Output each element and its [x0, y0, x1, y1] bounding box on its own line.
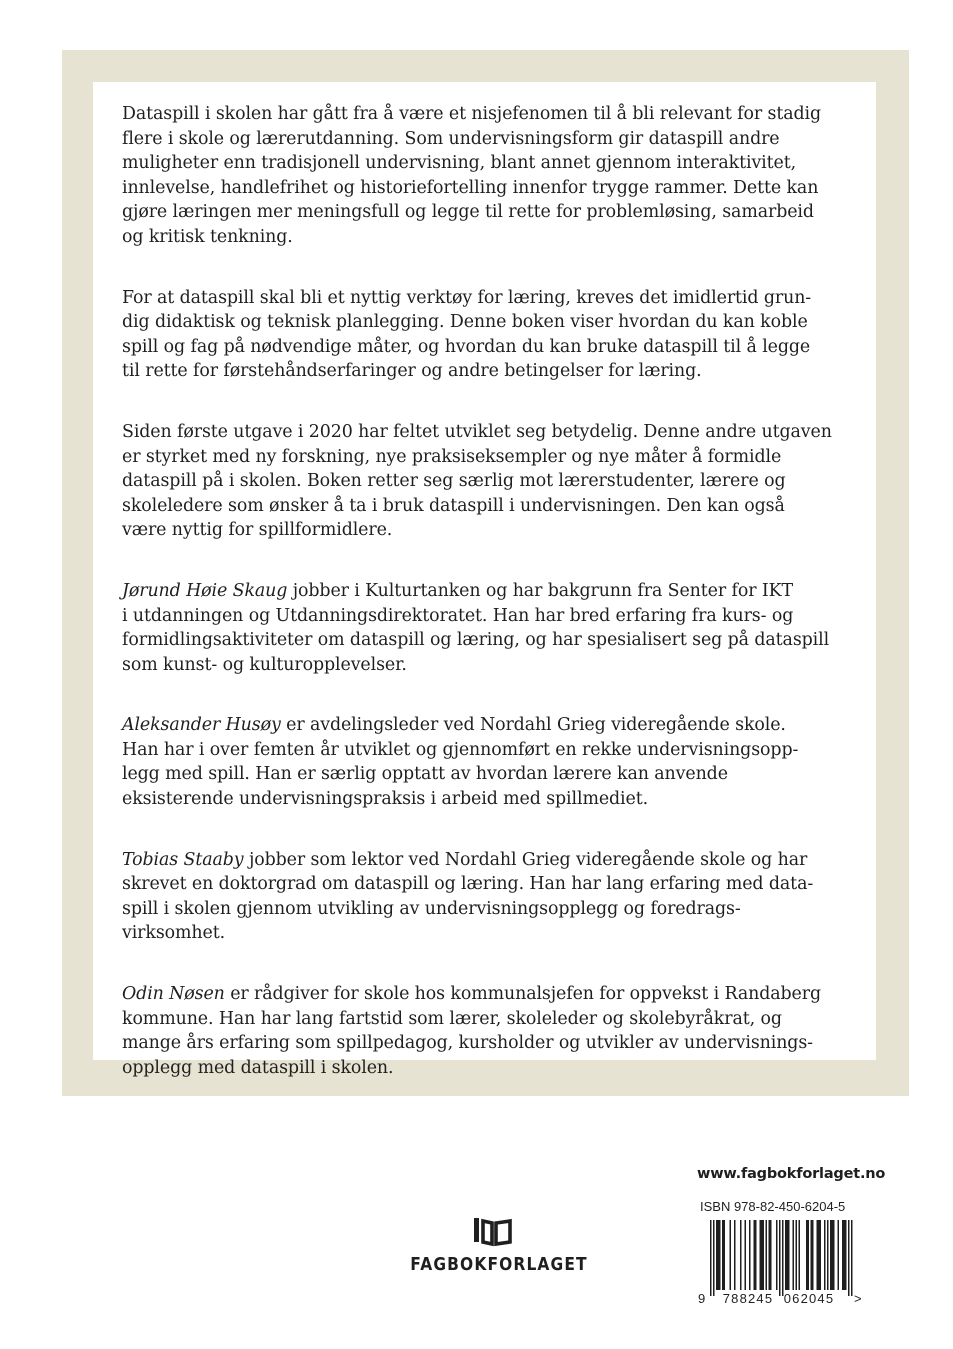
back-cover-text	[122, 102, 852, 1116]
barcode-bar	[782, 1220, 784, 1296]
author-name: Tobias Staaby	[122, 849, 244, 870]
barcode-bar	[830, 1220, 832, 1290]
barcode-bar	[832, 1220, 834, 1290]
barcode-bar	[793, 1220, 795, 1290]
publisher-website: www.fagbokforlaget.no	[697, 1166, 886, 1182]
barcode-bar	[845, 1220, 847, 1290]
blurb-paragraph-3: Siden første utgave i 2020 har feltet utviklet seg betydelig. Denne andre utgaven er styrket med ny forskning, nye praksiseksempler og nye måter å formidle dataspill på i skolen. Boken retter seg særlig mot lærerstudenter, lærere og skoleledere som ønsker å ta i bruk dataspill i undervisningen. Den kan også være nyttig for spillformidlere.	[122, 421, 832, 541]
barcode-bar	[796, 1220, 798, 1290]
barcode-bar	[745, 1220, 747, 1290]
barcode-bar	[718, 1220, 720, 1290]
barcode-bar	[806, 1220, 808, 1290]
barcode-first-digit: 9	[698, 1291, 706, 1305]
barcode-bar	[833, 1220, 835, 1290]
barcode-bar	[719, 1220, 721, 1290]
barcode-bar	[749, 1220, 751, 1290]
barcode-bar	[776, 1220, 778, 1290]
barcode-bar	[760, 1220, 762, 1290]
barcode-bar	[811, 1220, 813, 1290]
blurb-paragraph-1: Dataspill i skolen har gått fra å være et nisjefenomen til å bli relevant for stadig flere i skole og lærerutdanning. Som undervisningsform gir dataspill andre muligheter enn tradisjonell undervisning, blant annet gjennom interaktivitet, innlevelse, handlefrihet og historiefortelling innenfor trygge rammer. Dette kan gjøre læringen mer meningsfull og legge til rette for problemløsing, samarbeid og kritisk tenkning.	[122, 104, 822, 247]
barcode-bar	[754, 1220, 756, 1290]
barcode-bar	[824, 1220, 826, 1290]
author-name: Jørund Høie Skaug	[122, 580, 288, 601]
barcode-bar	[838, 1220, 840, 1290]
barcode-right-digits: 062045	[783, 1291, 835, 1305]
barcode-bar	[724, 1220, 726, 1290]
barcode-bar	[766, 1220, 768, 1290]
publisher-name: FAGBOKFORLAGET	[410, 1254, 588, 1275]
isbn-barcode	[697, 1219, 867, 1305]
barcode-bar	[779, 1220, 781, 1296]
barcode-bar	[713, 1220, 715, 1296]
barcode-bar	[734, 1220, 736, 1290]
barcode-bar	[787, 1220, 789, 1290]
author-bio-husoy: Aleksander Husøy er avdelingsleder ved Nordahl Grieg videregående skole. Han har i over femten år utviklet og gjennomført en rekke undervisningsopp- legg med spill. Han er særlig opptatt av hvordan lærere kan anvende eksisterende undervisningspraksis i arbeid med spillmediet.	[122, 715, 799, 810]
barcode-bar	[808, 1220, 810, 1290]
barcode-bar	[710, 1220, 712, 1296]
barcode-bar	[740, 1220, 742, 1290]
blurb-paragraph-2: For at dataspill skal bli et nyttig verktøy for læring, kreves det imidlertid grun- dig didaktisk og teknisk planlegging. Denne boken viser hvordan du kan koble spill og fag på nødvendige måter, og hvordan du kan bruke dataspill til å legge til rette for førstehåndserfaringer og andre betingelser for læring.	[122, 287, 812, 382]
barcode-bar	[817, 1220, 819, 1290]
book-logo-icon	[472, 1215, 512, 1247]
barcode-bar	[799, 1220, 801, 1290]
barcode-bar	[842, 1220, 844, 1290]
author-bio-skaug: Jørund Høie Skaug jobber i Kulturtanken og har bakgrunn fra Senter for IKT i utdanningen og Utdanningsdirektoratet. Han har bred erfaring fra kurs- og formidlingsaktiviteter om dataspill og læring, og har spesialisert seg på dataspill som kunst- og kulturopplevelser.	[122, 580, 830, 675]
barcode-bar	[730, 1220, 732, 1290]
barcode-quiet-mark: >	[854, 1291, 862, 1305]
barcode-bar	[755, 1220, 757, 1290]
barcode-bar	[763, 1220, 765, 1290]
publisher-logo	[397, 1215, 587, 1285]
barcode-bar	[788, 1220, 790, 1290]
barcode-bar	[761, 1220, 763, 1290]
barcode-bar	[851, 1220, 853, 1296]
barcode-left-digits: 788245	[722, 1291, 774, 1305]
barcode-bar	[812, 1220, 814, 1290]
author-bio-staaby: Tobias Staaby jobber som lektor ved Nordahl Grieg videregående skole og har skrevet en doktorgrad om dataspill og læring. Han har lang erfaring med data- spill i skolen gjennom utvikling av undervisningsopplegg og foredrags- virksomhet.	[122, 849, 814, 944]
barcode-bar	[827, 1220, 829, 1290]
barcode-bar	[722, 1220, 724, 1290]
barcode-bar	[820, 1220, 822, 1290]
barcode-bar	[716, 1220, 718, 1290]
barcode-bar	[844, 1220, 846, 1290]
author-name: Odin Nøsen	[122, 984, 225, 1005]
barcode-bars	[710, 1220, 853, 1296]
barcode-bar	[848, 1220, 850, 1296]
barcode-bar	[785, 1220, 787, 1290]
author-name: Aleksander Husøy	[122, 715, 281, 736]
isbn-label: ISBN 978-82-450-6204-5	[700, 1199, 846, 1214]
barcode-bar	[769, 1220, 771, 1290]
author-bio-nosen: Odin Nøsen er rådgiver for skole hos kommunalsjefen for oppvekst i Randaberg kommune. Han har lang fartstid som lærer, skoleleder og skolebyråkrat, og mange års erfaring som spillpedagog, kursholder og utvikler av undervisnings- opplegg med dataspill i skolen.	[122, 984, 821, 1078]
barcode-bar	[818, 1220, 820, 1290]
barcode-bar	[770, 1220, 772, 1290]
